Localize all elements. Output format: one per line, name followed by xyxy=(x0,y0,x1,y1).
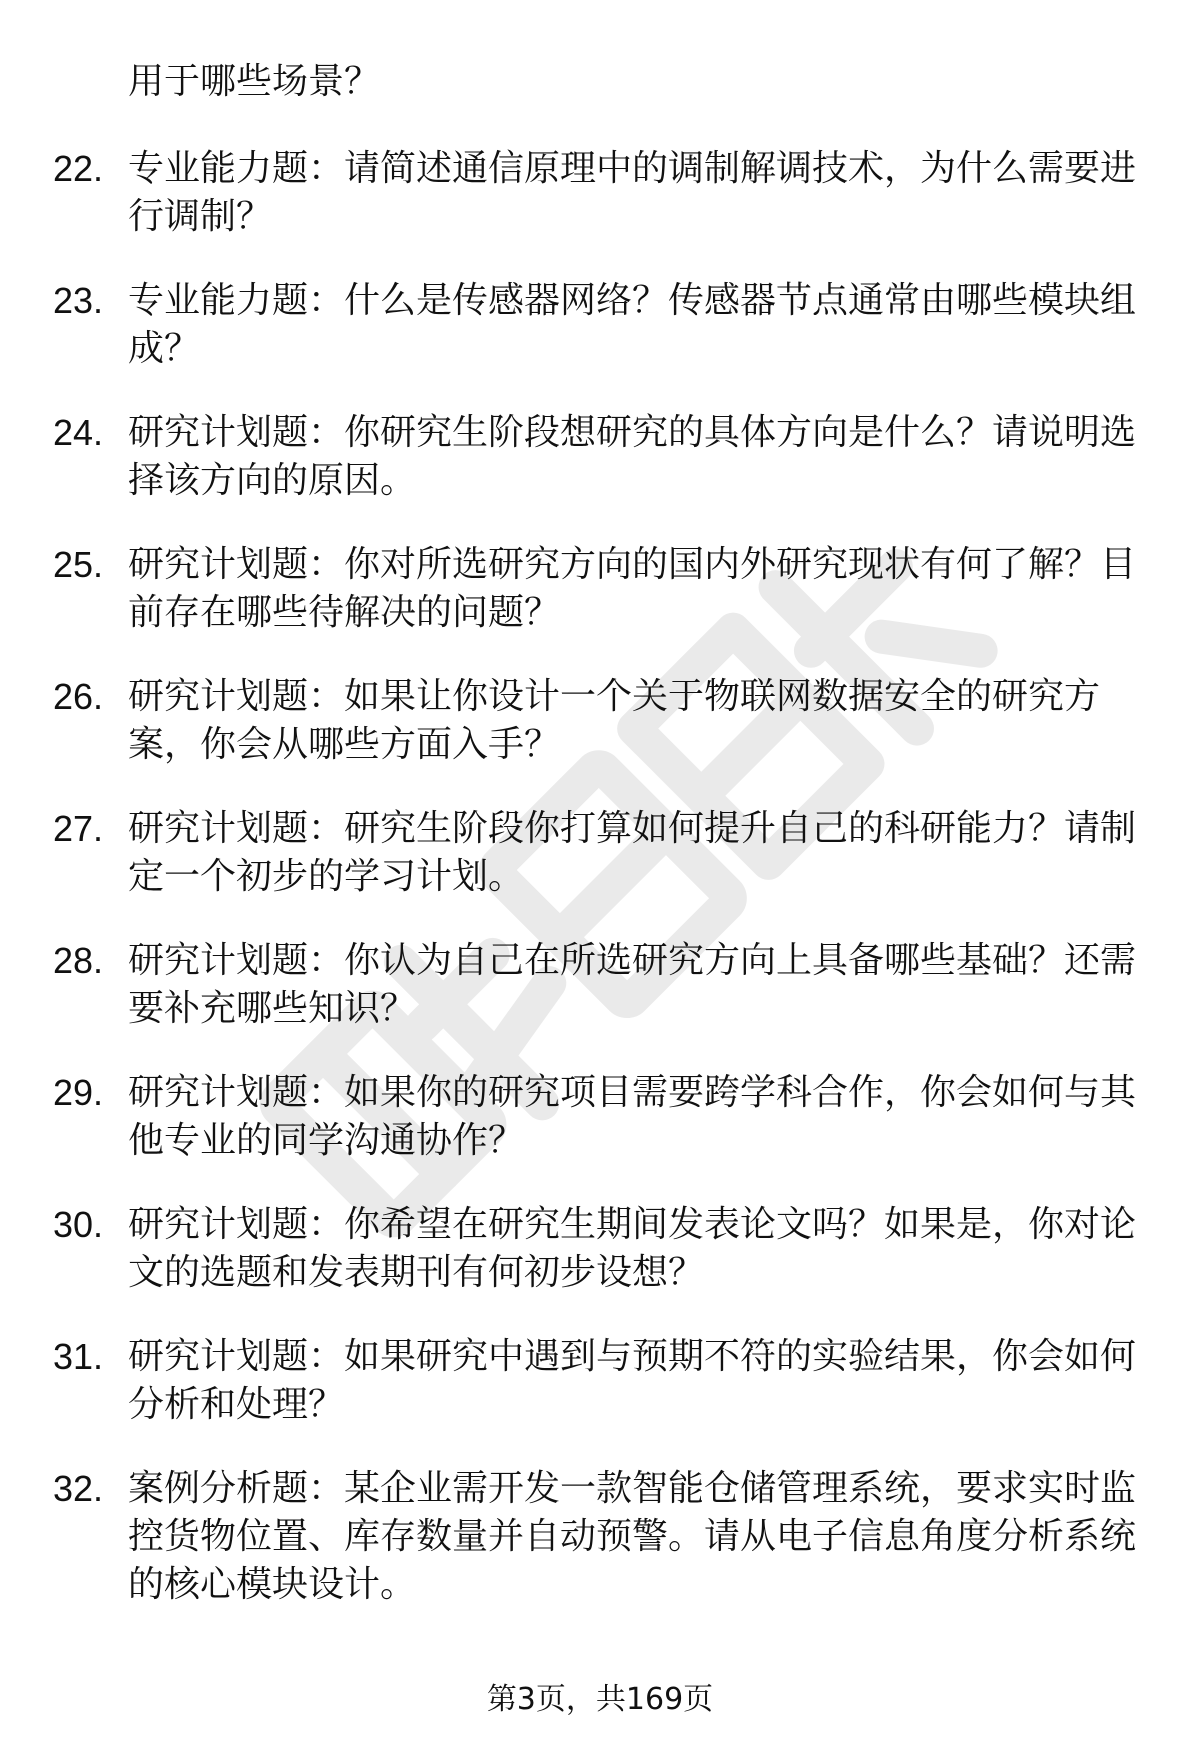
question-text: 案例分析题：某企业需开发一款智能仓储管理系统，要求实时监控货物位置、库存数量并自动预警。请从电子信息角度分析系统的核心模块设计。 xyxy=(128,1468,1137,1605)
question-list xyxy=(0,145,1200,1645)
question-text: 研究计划题：如果你的研究项目需要跨学科合作，你会如何与其他专业的同学沟通协作？ xyxy=(128,1072,1137,1161)
question-text: 研究计划题：你对所选研究方向的国内外研究现状有何了解？目前存在哪些待解决的问题？ xyxy=(128,544,1137,633)
question-item xyxy=(0,1201,1200,1297)
question-number: 28. xyxy=(53,940,104,981)
question-text: 研究计划题：你研究生阶段想研究的具体方向是什么？请说明选择该方向的原因。 xyxy=(128,412,1137,501)
question-item xyxy=(0,673,1200,769)
question-item xyxy=(0,1333,1200,1429)
question-item xyxy=(0,1465,1200,1609)
question-text: 研究计划题：如果研究中遇到与预期不符的实验结果，你会如何分析和处理？ xyxy=(128,1336,1137,1425)
question-item xyxy=(0,145,1200,241)
question-item xyxy=(0,277,1200,373)
question-text: 研究计划题：如果让你设计一个关于物联网数据安全的研究方案，你会从哪些方面入手？ xyxy=(128,676,1101,765)
page-footer: 第3页，共169页 xyxy=(486,1682,714,1717)
question-number: 32. xyxy=(53,1468,104,1509)
question-text: 研究计划题：研究生阶段你打算如何提升自己的科研能力？请制定一个初步的学习计划。 xyxy=(128,808,1137,897)
question-number: 24. xyxy=(53,412,104,453)
question-number: 25. xyxy=(53,544,104,585)
question-number: 22. xyxy=(53,148,104,189)
question-text: 研究计划题：你认为自己在所选研究方向上具备哪些基础？还需要补充哪些知识？ xyxy=(128,940,1137,1029)
question-item xyxy=(0,409,1200,505)
question-number: 29. xyxy=(53,1072,104,1113)
question-item xyxy=(0,937,1200,1033)
question-number: 27. xyxy=(53,808,104,849)
question-item xyxy=(0,1069,1200,1165)
question-number: 31. xyxy=(53,1336,104,1377)
question-text: 专业能力题：什么是传感器网络？传感器节点通常由哪些模块组成？ xyxy=(128,280,1137,369)
question-text: 专业能力题：请简述通信原理中的调制解调技术，为什么需要进行调制？ xyxy=(128,148,1137,237)
question-text: 研究计划题：你希望在研究生期间发表论文吗？如果是，你对论文的选题和发表期刊有何初步设想？ xyxy=(128,1204,1137,1293)
continuation-text: 用于哪些场景？ xyxy=(128,61,381,102)
question-item xyxy=(0,805,1200,901)
question-number: 23. xyxy=(53,280,104,321)
question-item xyxy=(0,541,1200,637)
question-number: 26. xyxy=(53,676,104,717)
question-number: 30. xyxy=(53,1204,104,1245)
